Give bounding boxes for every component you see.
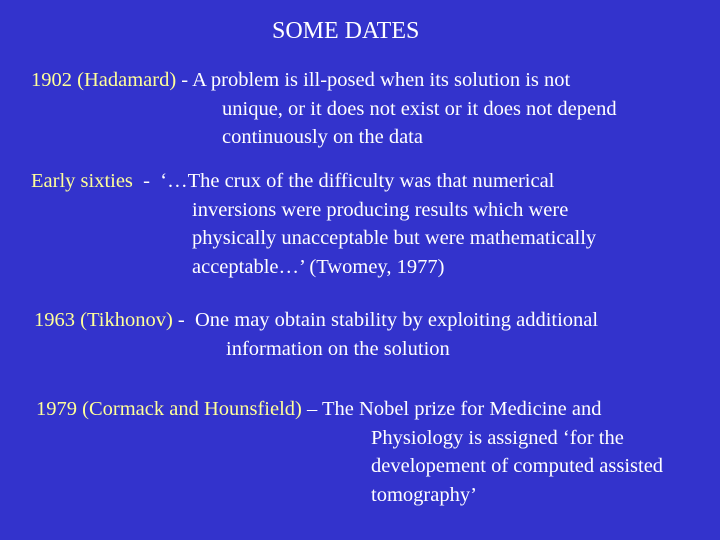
slide-title: SOME DATES (272, 18, 420, 44)
entry-text-line: inversions were producing results which were (192, 198, 569, 221)
entry-date: 1963 (Tikhonov) (34, 309, 173, 331)
entry-text-line: One may obtain stability by exploiting additional (194, 309, 599, 331)
entry-text-line: A problem is ill-posed when its solution is not (192, 69, 571, 91)
entry-text-line: acceptable…’ (Twomey, 1977) (192, 255, 445, 278)
entry-text-line: Physiology is assigned ‘for the (371, 426, 624, 449)
entry-separator: - (176, 69, 193, 91)
entry-early-sixties (31, 167, 596, 281)
entry-separator: – (301, 398, 323, 420)
entry-date: 1979 (Cormack and Hounsfield) (36, 398, 302, 420)
entry-separator: - (172, 309, 195, 331)
entry-text-line: physically unacceptable but were mathematically (192, 227, 597, 249)
entry-date: Early sixties (31, 170, 133, 192)
entry-text-line: The Nobel prize for Medicine and (322, 398, 602, 420)
entry-text-line: developement of computed assisted (371, 455, 664, 477)
entry-text-line: ‘…The crux of the difficulty was that numerical (160, 170, 555, 192)
entry-text-line: continuously on the data (222, 126, 423, 148)
entry-hadamard (31, 66, 617, 152)
entry-separator: - (132, 170, 161, 192)
entry-text-line: information on the solution (226, 337, 450, 360)
entry-text-line: tomography’ (371, 483, 477, 506)
entry-tikhonov (34, 306, 598, 363)
entry-cormack-hounsfield (36, 395, 663, 509)
entry-text-line: unique, or it does not exist or it does not depend (222, 97, 617, 120)
entry-date: 1902 (Hadamard) (31, 69, 177, 91)
